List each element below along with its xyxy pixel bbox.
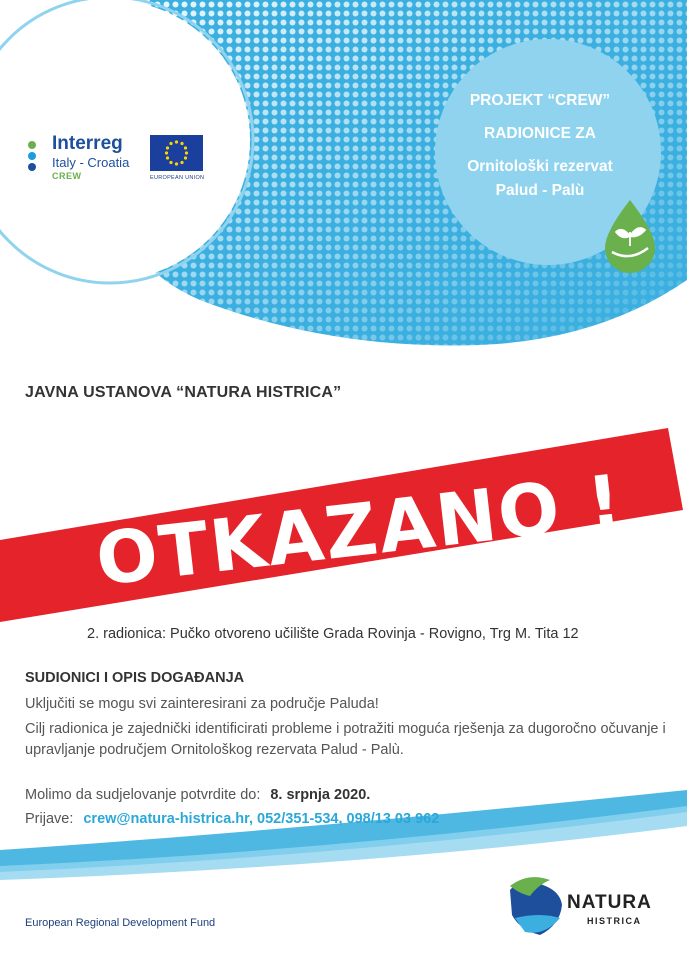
cancelled-banner-text: OTKAZANO ! bbox=[91, 458, 628, 602]
project-title-line4: Palud - Palù bbox=[495, 182, 585, 199]
workshop-location: 2. radionica: Pučko otvoreno učilište Grada Rovinja - Rovigno, Trg M. Tita 12 bbox=[87, 626, 579, 642]
organization-name: JAVNA USTANOVA “NATURA HISTRICA” bbox=[25, 384, 342, 401]
contacts-label: Prijave: bbox=[25, 811, 74, 827]
rsvp-deadline bbox=[25, 787, 370, 803]
project-title-line3: Ornitološki rezervat bbox=[467, 158, 613, 175]
project-title-line1: PROJEKT “CREW” bbox=[469, 92, 611, 109]
interreg-word: Interreg bbox=[52, 133, 123, 154]
project-title-line2: RADIONICE ZA bbox=[484, 125, 596, 142]
natura-histrica-logo bbox=[505, 880, 675, 940]
paragraph-participants: Uključiti se mogu svi zainteresirani za područje Paluda! bbox=[25, 696, 379, 712]
natura-word: NATURA bbox=[567, 892, 652, 913]
contacts-value[interactable]: crew@natura-histrica.hr, 052/351-534, 098/13 03 962 bbox=[83, 811, 440, 827]
project-title-block bbox=[440, 92, 640, 215]
paragraph-description: Cilj radionica je zajednički identificirati probleme i potražiti moguća rješenja za dugoročno očuvanje i upravljanje područjem Ornitološkog rezervata Palud - Palù. bbox=[25, 721, 666, 758]
eu-caption: EUROPEAN UNION bbox=[150, 175, 205, 181]
eu-flag-icon bbox=[150, 135, 203, 171]
registration-contacts bbox=[25, 811, 439, 827]
section-title: SUDIONICI I OPIS DOGAĐANJA bbox=[25, 670, 245, 686]
interreg-subtitle: Italy - Croatia bbox=[52, 155, 130, 170]
rsvp-date: 8. srpnja 2020. bbox=[270, 787, 371, 803]
interreg-project: CREW bbox=[52, 171, 82, 181]
rsvp-label: Molimo da sudjelovanje potvrdite do: bbox=[25, 787, 261, 803]
histrica-word: HISTRICA bbox=[587, 916, 642, 926]
footer-fund-text: European Regional Development Fund bbox=[25, 917, 216, 929]
interreg-logo bbox=[24, 133, 224, 188]
